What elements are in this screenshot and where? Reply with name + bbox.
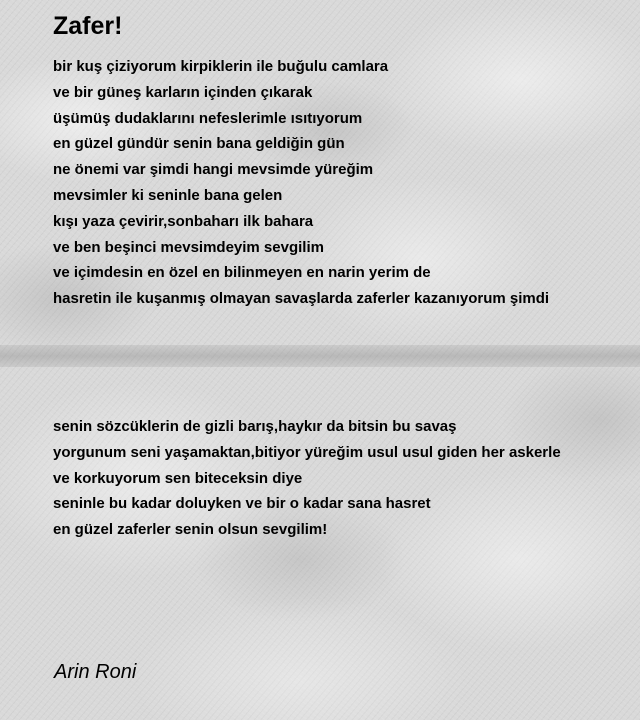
poem-line: senin sözcüklerin de gizli barış,haykır da bitsin bu savaş — [53, 418, 457, 435]
poem-line: seninle bu kadar doluyken ve bir o kadar sana hasret — [53, 495, 431, 513]
poem-line: ve bir güneş karların içinden çıkarak — [53, 83, 313, 101]
poem-line: ve korkuyorum sen biteceksin diye — [53, 469, 303, 487]
poem-line: ve ben beşinci mevsimdeyim sevgilim — [53, 238, 324, 256]
poem-stanza-2 — [53, 414, 561, 543]
poem-line: bir kuş çiziyorum kirpiklerin ile buğulu camlara — [53, 58, 389, 75]
poem-stanza-1 — [53, 54, 549, 312]
poem-line: yorgunum seni yaşamaktan,bitiyor yüreğim usul usul giden her askerle — [53, 443, 561, 461]
poem-line: kışı yaza çevirir,sonbaharı ilk bahara — [53, 212, 314, 230]
poem-line: ne önemi var şimdi hangi mevsimde yüreğim — [53, 161, 374, 179]
poem-line: ve içimdesin en özel en bilinmeyen en narin yerim de — [53, 264, 431, 282]
poem-line: en güzel zaferler senin olsun sevgilim! — [53, 521, 328, 539]
poem-line: en güzel gündür senin bana geldiğin gün — [53, 135, 345, 153]
poem-line: üşümüş dudaklarını nefeslerimle ısıtıyorum — [53, 109, 363, 127]
poem-author: Arin Roni — [54, 661, 137, 683]
poem-line: hasretin ile kuşanmış olmayan savaşlarda zaferler kazanıyorum şimdi — [53, 290, 550, 308]
background-divider-band — [0, 345, 640, 367]
poem-title: Zafer! — [53, 12, 123, 40]
poem-line: mevsimler ki seninle bana gelen — [53, 186, 283, 204]
